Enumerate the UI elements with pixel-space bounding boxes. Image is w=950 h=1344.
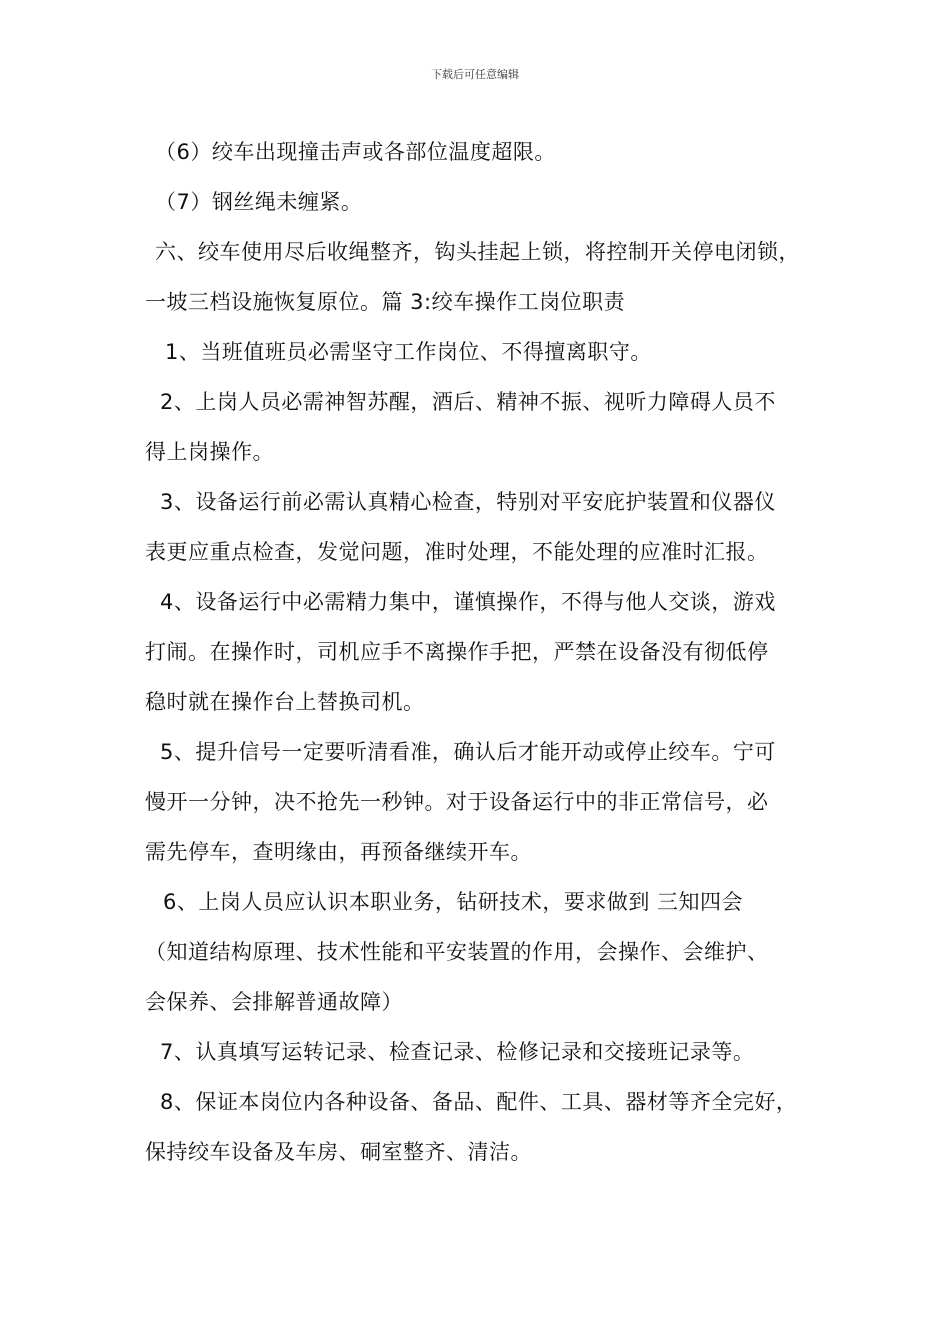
page-header: 下载后可任意编辑	[431, 68, 519, 81]
text-line: 慢开一分钟，决不抢先一秒钟。对于设备运行中的非正常信号，必	[145, 790, 769, 814]
text-line: （知道结构原理、技术性能和平安装置的作用，会操作、会维护、	[145, 940, 769, 964]
text-line: 4、设备运行中必需精力集中，谨慎操作，不得与他人交谈，游戏	[160, 590, 776, 614]
text-line: 2、上岗人员必需神智苏醒，酒后、精神不振、视听力障碍人员不	[160, 390, 776, 414]
text-line: 六、绞车使用尽后收绳整齐，钩头挂起上锁，将控制开关停电闭锁，	[155, 240, 800, 264]
text-line: 一坡三档设施恢复原位。篇 3:绞车操作工岗位职责	[145, 290, 626, 314]
text-line: 7、认真填写运转记录、检查记录、检修记录和交接班记录等。	[160, 1040, 755, 1064]
text-line: 得上岗操作。	[145, 440, 274, 464]
text-line: 1、当班值班员必需坚守工作岗位、不得擅离职守。	[165, 340, 652, 364]
text-line: 5、提升信号一定要听清看准，确认后才能开动或停止绞车。宁可	[160, 740, 776, 764]
text-line: 6、上岗人员应认识本职业务，钻研技术，要求做到 三知四会	[163, 890, 744, 914]
text-line: （7）钢丝绳未缠紧。	[155, 190, 363, 214]
text-line: 打闹。在操作时，司机应手不离操作手把，严禁在设备没有彻低停	[145, 640, 769, 664]
text-line: 8、保证本岗位内各种设备、备品、配件、工具、器材等齐全完好，	[160, 1090, 798, 1114]
text-line: （6）绞车出现撞击声或各部位温度超限。	[155, 140, 556, 164]
document-body	[145, 127, 825, 1177]
text-line: 表更应重点检查，发觉问题，准时处理，不能处理的应准时汇报。	[145, 540, 769, 564]
text-line: 3、设备运行前必需认真精心检查，特别对平安庇护装置和仪器仪	[160, 490, 776, 514]
text-line: 稳时就在操作台上替换司机。	[145, 690, 425, 714]
text-line: 需先停车，查明缘由，再预备继续开车。	[145, 840, 532, 864]
text-line: 保持绞车设备及车房、硐室整齐、清洁。	[145, 1140, 532, 1164]
text-line: 会保养、会排解普通故障）	[145, 990, 403, 1014]
